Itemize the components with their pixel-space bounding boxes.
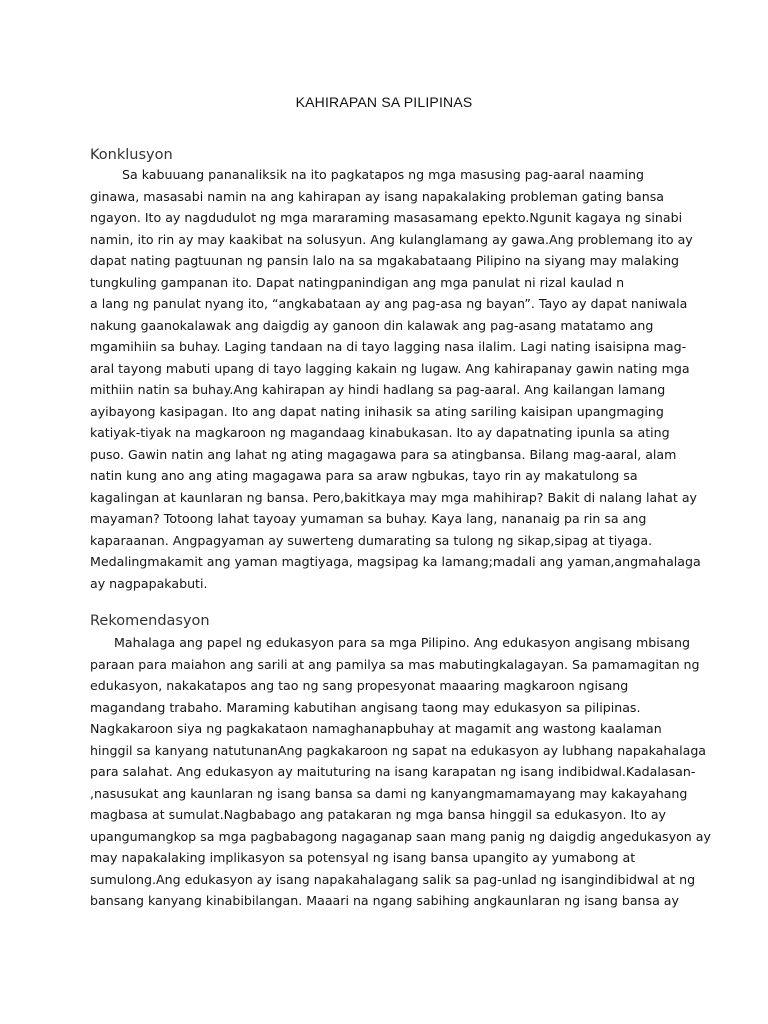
paragraph-line: puso. Gawin natin ang lahat ng ating magagawa para sa atingbansa. Bilang mag-aaral, alam: [90, 446, 677, 462]
paragraph-line: mayaman? Totoong lahat tayoay yumaman sa buhay. Kaya lang, nananaig pa rin sa ang: [90, 511, 647, 526]
paragraph-line: Mahalaga ang papel ng edukasyon para sa mga Pilipino. Ang edukasyon angisang mbisang: [114, 635, 690, 650]
paragraph-line: hinggil sa kanyang natutunanAng pagkakaroon ng sapat na edukasyon ay lubhang napakahalaga: [90, 742, 707, 758]
paragraph-line: a lang ng panulat nyang ito, “angkabataan ay ang pag-asa ng bayan”. Tayo ay dapat naniwala: [90, 296, 688, 311]
paragraph-line: ginawa, masasabi namin na ang kahirapan ay isang napakalaking probleman gating bansa: [90, 188, 664, 204]
section-heading-rekomendasyon: Rekomendasyon: [90, 613, 210, 629]
paragraph-line: kagalingan at kaunlaran ng bansa. Pero,bakitkaya may mga mahihirap? Bakit di nalang lahat ay: [90, 489, 698, 505]
paragraph-line: Sa kabuuang pananaliksik na ito pagkatapos ng mga masusing pag-aaral naaming: [122, 167, 644, 182]
paragraph-konklusyon: [90, 164, 701, 594]
paragraph-line: ayibayong kasipagan. Ito ang dapat nating inihasik sa ating sariling kaisipan upangmaging: [90, 403, 664, 419]
paragraph-rekomendasyon: [90, 632, 711, 912]
paragraph-line: ngayon. Ito ay nagdudulot ng mga mararaming masasamang epekto.Ngunit kagaya ng sinabi: [90, 210, 683, 225]
paragraph-line: namin, ito rin ay may kaakibat na solusyun. Ang kulanglamang ay gawa.Ang problemang ito ay: [90, 231, 693, 247]
paragraph-line: magbasa at sumulat.Nagbabago ang patakaran ng mga bansa hinggil sa edukasyon. Ito ay: [90, 807, 666, 822]
document-title: KAHIRAPAN SA PILIPINAS: [295, 94, 473, 110]
paragraph-line: natin kung ano ang ating magagawa para sa araw ngbukas, tayo rin ay makatulong sa: [90, 468, 638, 483]
paragraph-line: Nagkakaroon siya ng pagkakataon namaghanapbuhay at magamit ang wastong kaalaman: [90, 721, 662, 736]
paragraph-line: tungkuling gampanan ito. Dapat natingpanindigan ang mga panulat ni rizal kaulad n: [90, 274, 625, 290]
paragraph-line: upangumangkop sa mga pagbabagong nagaganap saan mang panig ng daigdig angedukasyon ay: [90, 828, 711, 844]
paragraph-line: edukasyon, nakakatapos ang tao ng sang propesyonat maaaring magkaroon ngisang: [90, 678, 629, 693]
paragraph-line: ay nagpapakabuti.: [90, 575, 208, 591]
paragraph-line: Medalingmakamit ang yaman magtiyaga, magsipag ka lamang;madali ang yaman,angmahalaga: [90, 554, 701, 569]
paragraph-line: magandang trabaho. Maraming kabutihan angisang taong may edukasyon sa pilipinas.: [90, 699, 641, 715]
paragraph-line: ,nasusukat ang kaunlaran ng isang bansa sa dami ng kanyangmamamayang may kakayahang: [90, 785, 688, 801]
paragraph-line: sumulong.Ang edukasyon ay isang napakahalagang salik sa pag-unlad ng isangindibidwal at ng: [90, 871, 696, 887]
paragraph-line: kaparaanan. Angpagyaman ay suwerteng dumarating sa tulong ng sikap,sipag at tiyaga.: [90, 532, 653, 548]
paragraph-line: katiyak-tiyak na magkaroon ng magandaag kinabukasan. Ito ay dapatnating ipunla sa ating: [90, 425, 670, 440]
paragraph-line: mithiin natin sa buhay.Ang kahirapan ay hindi hadlang sa pag-aaral. Ang kailangan lamang: [90, 382, 666, 397]
paragraph-line: nakung gaanokalawak ang daigdig ay ganoon din kalawak ang pag-asang matatamo ang: [90, 317, 654, 333]
paragraph-line: aral tayong mabuti upang di tayo lagging kakain ng lugaw. Ang kahirapanay gawin nating mga: [90, 360, 690, 376]
paragraph-line: mgamihiin sa buhay. Laging tandaan na di tayo lagging nasa ilalim. Lagi nating isaisipna mag-: [90, 339, 687, 354]
paragraph-line: may napakalaking implikasyon sa potensyal ng isang bansa upangito ay yumabong at: [90, 850, 636, 865]
section-heading-konklusyon: Konklusyon: [90, 147, 173, 163]
paragraph-line: dapat nating pagtuunan ng pansin lalo na sa mgakabataang Pilipino na siyang may malaking: [90, 253, 680, 268]
paragraph-line: bansang kanyang kinabibilangan. Maaari na ngang sabihing angkaunlaran ng isang bansa ay: [90, 893, 679, 908]
paragraph-line: paraan para maiahon ang sarili at ang pamilya sa mas mabutingkalagayan. Sa pamamagitan ng: [90, 656, 700, 672]
paragraph-line: para salahat. Ang edukasyon ay maituturing na isang karapatan ng isang indibidwal.Kadalasan-: [90, 764, 696, 779]
